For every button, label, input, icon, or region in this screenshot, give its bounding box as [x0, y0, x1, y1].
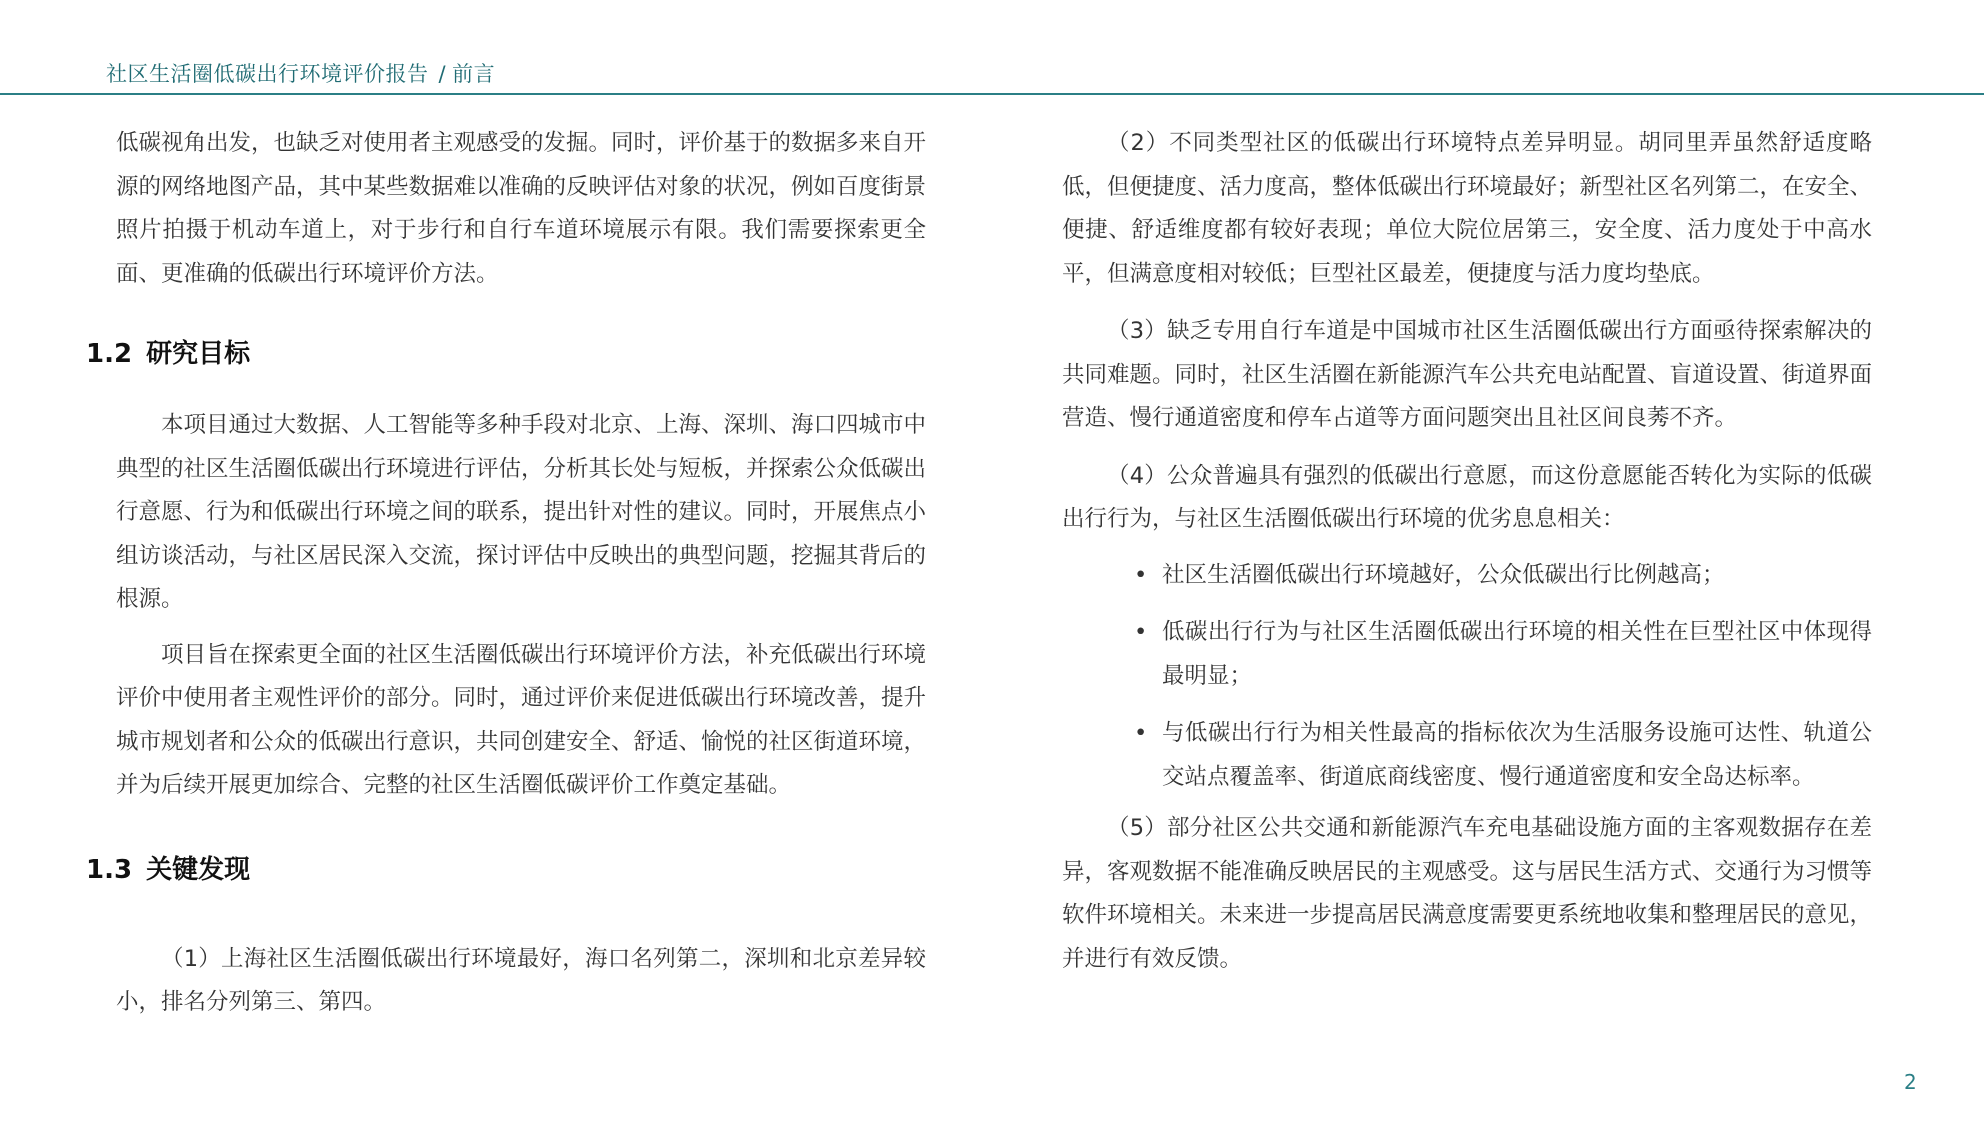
- finding-4-bullets: [1062, 554, 1872, 800]
- finding-3: （3）缺乏专用自行车道是中国城市社区生活圈低碳出行方面亟待探索解决的共同难题。同时，社区生活圈在新能源汽车公共充电站配置、盲道设置、街道界面营造、慢行通道密度和停车占道等方面问题突出且社区间良莠不齐。: [1062, 318, 1873, 431]
- finding-5: （5）部分社区公共交通和新能源汽车充电基础设施方面的主客观数据存在差异，客观数据不能准确反映居民的主观感受。这与居民生活方式、交通行为习惯等软件环境相关。未来进一步提高居民满意度需要更系统地收集和整理居民的意见，并进行有效反馈。: [1062, 815, 1873, 972]
- body-paragraph: 项目旨在探索更全面的社区生活圈低碳出行环境评价方法，补充低碳出行环境评价中使用者主观性评价的部分。同时，通过评价来促进低碳出行环境改善，提升城市规划者和公众的低碳出行意识，共同创建安全、舒适、愉悦的社区街道环境，并为后续开展更加综合、完整的社区生活圈低碳评价工作奠定基础。: [116, 641, 927, 798]
- right-column: [1062, 122, 1872, 981]
- finding-4: （4）公众普遍具有强烈的低碳出行意愿，而这份意愿能否转化为实际的低碳出行行为，与社区生活圈低碳出行环境的优劣息息相关：: [1062, 462, 1872, 532]
- finding-2: （2）不同类型社区的低碳出行环境特点差异明显。胡同里弄虽然舒适度略低，但便捷度、活力度高，整体低碳出行环境最好；新型社区名列第二，在安全、便捷、舒适维度都有较好表现；单位大院位居第三，安全度、活力度处于中高水平，但满意度相对较低；巨型社区最差，便捷度与活力度均垫底。: [1062, 130, 1873, 287]
- finding-1: （1）上海社区生活圈低碳出行环境最好，海口名列第二，深圳和北京差异较小，排名分列第三、第四。: [116, 945, 926, 1015]
- section-title: 研究目标: [146, 339, 251, 369]
- left-column: [86, 122, 927, 1025]
- bullet-icon: •: [1134, 561, 1148, 588]
- bullet-text: 低碳出行行为与社区生活圈低碳出行环境的相关性在巨型社区中体现得最明显；: [1162, 619, 1872, 689]
- intro-paragraph: 低碳视角出发，也缺乏对使用者主观感受的发掘。同时，评价基于的数据多来自开源的网络地图产品，其中某些数据难以准确的反映评估对象的状况，例如百度街景照片拍摄于机动车道上，对于步行和自行车道环境展示有限。我们需要探索更全面、更准确的低碳出行环境评价方法。: [116, 130, 927, 287]
- list-item: [1134, 611, 1872, 698]
- section-title: 关键发现: [146, 854, 251, 885]
- list-item: [1134, 712, 1872, 799]
- section-heading-1-2: [86, 334, 926, 374]
- section-heading-1-3: [86, 850, 926, 890]
- section-number: 1.2: [86, 339, 133, 369]
- list-item: [1134, 554, 1872, 598]
- bullet-text: 社区生活圈低碳出行环境越好，公众低碳出行比例越高；: [1162, 561, 1725, 588]
- header-separator: /: [438, 62, 447, 86]
- report-title: 社区生活圈低碳出行环境评价报告: [106, 62, 429, 86]
- header-divider: [0, 93, 1984, 95]
- bullet-icon: •: [1134, 619, 1148, 645]
- section-number: 1.3: [86, 854, 133, 885]
- header-section: 前言: [452, 62, 496, 86]
- bullet-icon: •: [1134, 720, 1148, 746]
- running-header: [106, 58, 495, 88]
- bullet-text: 与低碳出行行为相关性最高的指标依次为生活服务设施可达性、轨道公交站点覆盖率、街道底商线密度、慢行通道密度和安全岛达标率。: [1162, 720, 1872, 790]
- body-paragraph: 本项目通过大数据、人工智能等多种手段对北京、上海、深圳、海口四城市中典型的社区生活圈低碳出行环境进行评估，分析其长处与短板，并探索公众低碳出行意愿、行为和低碳出行环境之间的联系，提出针对性的建议。同时，开展焦点小组访谈活动，与社区居民深入交流，探讨评估中反映出的典型问题，挖掘其背后的根源。: [116, 412, 927, 612]
- page-number: 2: [1904, 1070, 1917, 1094]
